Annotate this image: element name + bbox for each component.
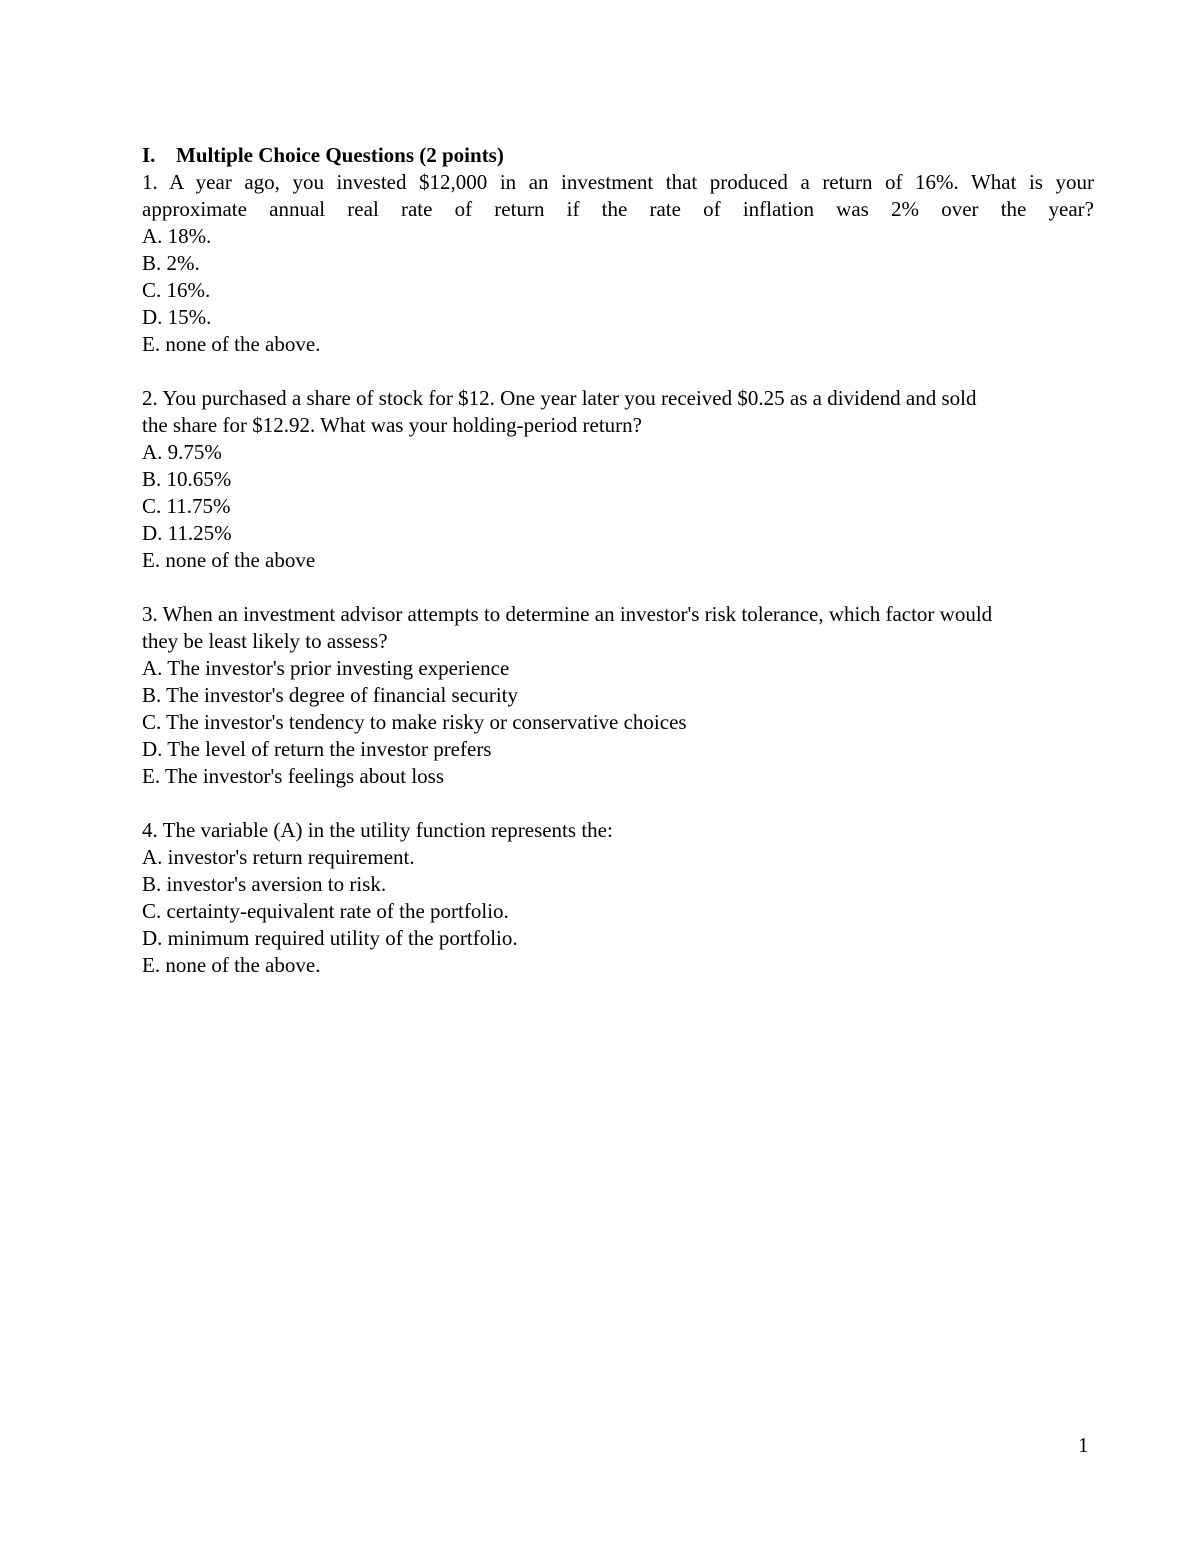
- question-stem-line: the share for $12.92. What was your holding-period return?: [142, 413, 642, 437]
- section-heading: [142, 142, 1094, 169]
- section-title: Multiple Choice Questions (2 points): [176, 143, 504, 167]
- question-stem-line: 2. You purchased a share of stock for $12. One year later you received $0.25 as a dividend and sold: [142, 386, 977, 410]
- question-stem: [142, 601, 1094, 655]
- question-1: [142, 169, 1094, 358]
- answer-option: A. investor's return requirement.: [142, 845, 415, 869]
- answer-option: D. The level of return the investor prefers: [142, 737, 492, 761]
- question-stem-line: approximate annual real rate of return if the rate of inflation was 2% over the year?: [142, 197, 1094, 221]
- answer-option: C. The investor's tendency to make risky or conservative choices: [142, 710, 687, 734]
- answer-option: C. 11.75%: [142, 494, 231, 518]
- page-number: 1: [1078, 1433, 1089, 1457]
- question-stem: [142, 817, 1094, 844]
- answer-option: B. 2%.: [142, 251, 200, 275]
- answer-option: E. none of the above.: [142, 332, 321, 356]
- question-stem-line: they be least likely to assess?: [142, 629, 388, 653]
- answer-option: D. minimum required utility of the portfolio.: [142, 926, 518, 950]
- answer-option: D. 11.25%: [142, 521, 232, 545]
- question-stem-line: 4. The variable (A) in the utility function represents the:: [142, 818, 613, 842]
- answer-option: B. 10.65%: [142, 467, 232, 491]
- answer-option: E. none of the above.: [142, 953, 321, 977]
- question-stem-line: 1. A year ago, you invested $12,000 in an investment that produced a return of 16%. What is your: [142, 170, 1094, 194]
- section-number: I.: [142, 143, 156, 167]
- answer-option: A. 18%.: [142, 224, 212, 248]
- answer-option: D. 15%.: [142, 305, 212, 329]
- answer-option: C. certainty-equivalent rate of the portfolio.: [142, 899, 509, 923]
- answer-option: E. The investor's feelings about loss: [142, 764, 445, 788]
- question-stem: [142, 169, 1094, 223]
- answer-option: B. The investor's degree of financial security: [142, 683, 519, 707]
- answer-option: B. investor's aversion to risk.: [142, 872, 387, 896]
- question-stem-line: 3. When an investment advisor attempts to determine an investor's risk tolerance, which factor would: [142, 602, 993, 626]
- answer-option: A. The investor's prior investing experience: [142, 656, 510, 680]
- document-body: [142, 142, 1094, 979]
- question-3: [142, 601, 1094, 790]
- question-stem: [142, 385, 1094, 439]
- question-2: [142, 385, 1094, 574]
- answer-option: C. 16%.: [142, 278, 211, 302]
- answer-option: E. none of the above: [142, 548, 316, 572]
- question-4: [142, 817, 1094, 979]
- answer-option: A. 9.75%: [142, 440, 222, 464]
